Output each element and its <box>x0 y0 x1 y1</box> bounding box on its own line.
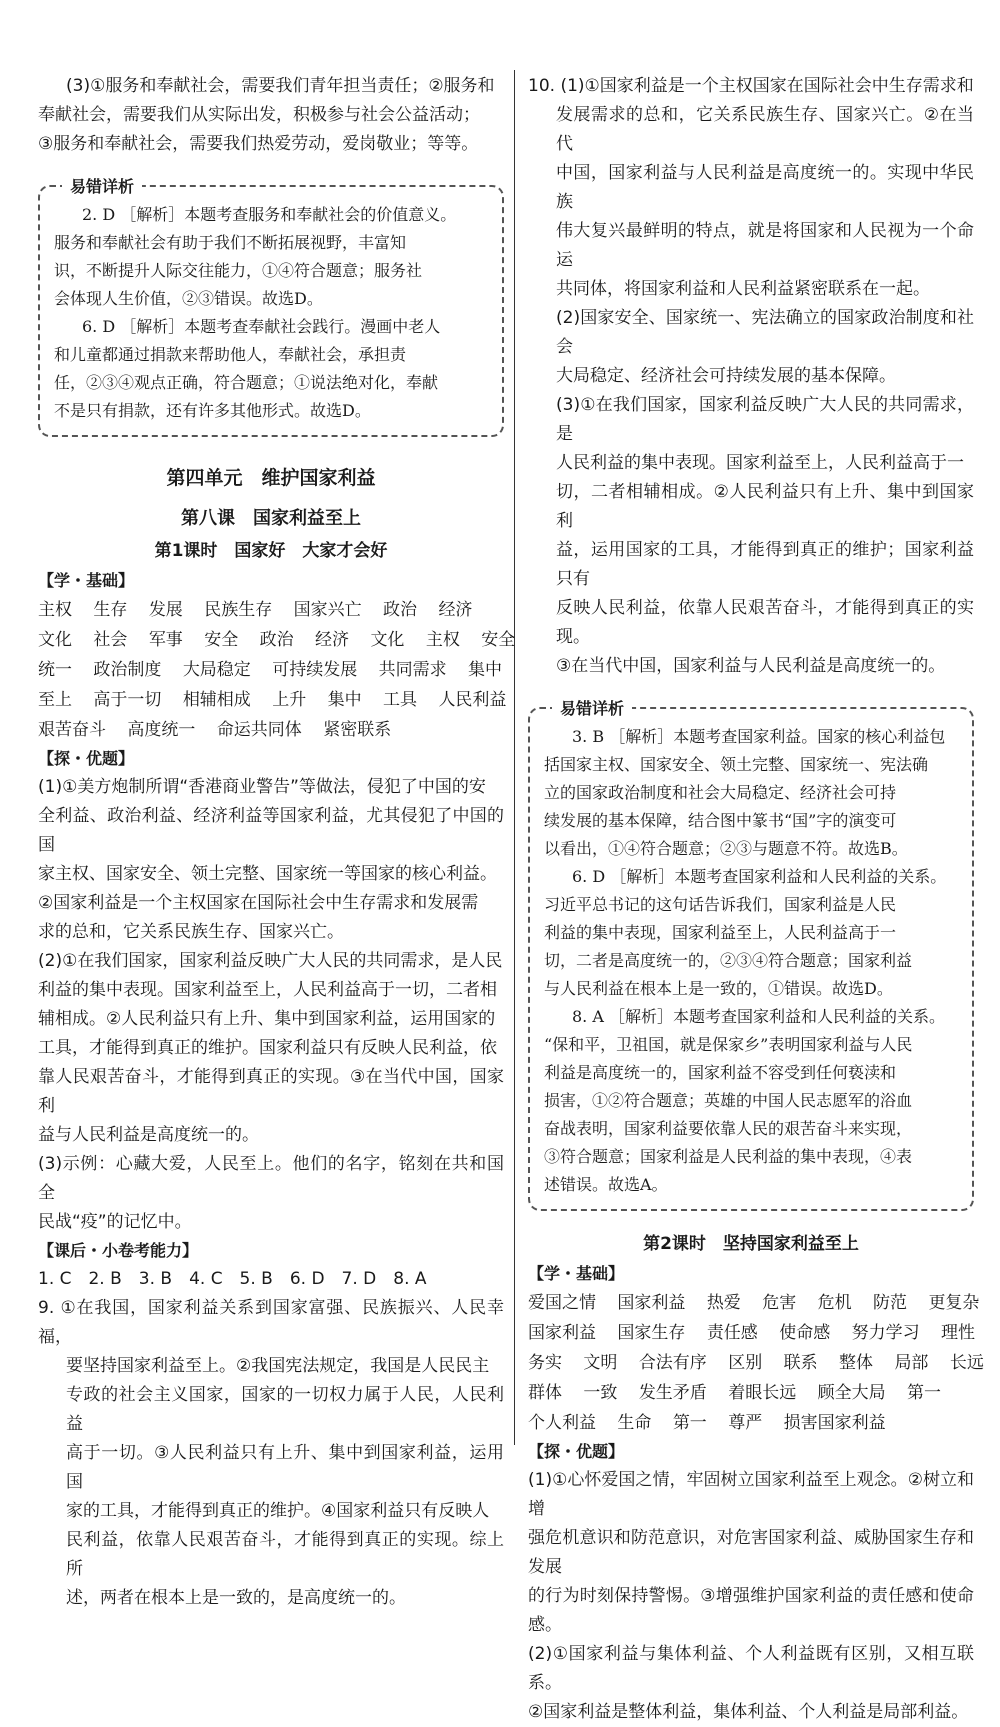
text-line: 10. (1)①国家利益是一个主权国家在国际社会中生存需求和 <box>528 76 974 96</box>
keyword: 至上 <box>38 690 72 710</box>
keyword: 国家利益 <box>617 1293 686 1313</box>
keyword: 合法有序 <box>638 1353 707 1373</box>
text-line: 益与人民利益是高度统一的。 <box>38 1125 259 1145</box>
text-line: ③在当代中国，国家利益与人民利益是高度统一的。 <box>556 656 946 676</box>
question-10 <box>528 72 974 681</box>
text-line: 利益的集中表现。国家利益至上，人民利益高于一切，二者相 <box>38 980 497 1000</box>
keyword: 上升 <box>272 690 307 710</box>
keyword: 更复杂 <box>928 1293 980 1313</box>
text-line: 损害，①②符合题意；英雄的中国人民志愿军的浴血 <box>544 1091 913 1110</box>
text-line: 大局稳定、经济社会可持续发展的基本保障。 <box>556 366 896 386</box>
left-column <box>38 72 516 1613</box>
text-line: 识，不断提升人际交往能力，①④符合题意；服务社 <box>54 261 423 280</box>
text-line: 述错误。故选A。 <box>544 1175 668 1194</box>
box-title: 易错详析 <box>62 174 142 197</box>
text-line: 6. D ［解析］本题考查奉献社会践行。漫画中老人 <box>82 317 441 336</box>
keyword: 政治 <box>383 600 418 620</box>
answer-key: 1. C 2. B 3. B 4. C 5. B 6. D 7. D 8. A <box>38 1269 427 1289</box>
text-line: 2. D ［解析］本题考查服务和奉献社会的价值意义。 <box>82 205 457 224</box>
text-line: 工具，才能得到真正的维护。国家利益只有反映人民利益，依 <box>38 1038 497 1058</box>
keyword: 文化 <box>38 630 72 650</box>
keyword: 区别 <box>728 1353 763 1373</box>
text-line: (1)①美方炮制所谓“香港商业警告”等做法，侵犯了中国的安 <box>38 777 486 797</box>
error-analysis-box <box>528 699 974 1211</box>
keyword: 尊严 <box>728 1413 763 1433</box>
text-line: (2)国家安全、国家统一、宪法确立的国家政治制度和社会 <box>556 308 974 357</box>
keyword: 热爱 <box>706 1293 741 1313</box>
text-line: 3. B ［解析］本题考查国家利益。国家的核心利益包 <box>572 727 946 746</box>
text-line: 9. ①在我国，国家利益关系到国家富强、民族振兴、人民幸福， <box>38 1298 504 1347</box>
text-line: 与人民利益在根本上是一致的，①错误。故选D。 <box>544 979 893 998</box>
keyword: 使命感 <box>779 1323 831 1343</box>
text-line: 奉献社会，需要我们从实际出发，积极参与社会公益活动； <box>38 105 480 125</box>
keyword: 集中 <box>468 660 503 680</box>
keyword: 可持续发展 <box>272 660 358 680</box>
keyword: 民族生存 <box>204 600 273 620</box>
text-line: 习近平总书记的这句话告诉我们，国家利益是人民 <box>544 895 897 914</box>
period-title: 第1课时 国家好 大家才会好 <box>154 541 388 561</box>
text-line: (3)①服务和奉献社会，需要我们青年担当责任；②服务和 <box>66 76 495 96</box>
text-line: (3)示例：心藏大爱，人民至上。他们的名字，铭刻在共和国全 <box>38 1154 504 1203</box>
period-title: 第2课时 坚持国家利益至上 <box>643 1234 859 1254</box>
text-line: 8. A ［解析］本题考查国家利益和人民利益的关系。 <box>572 1007 945 1026</box>
keyword: 一致 <box>583 1383 618 1403</box>
text-line: ③服务和奉献社会，需要我们热爱劳动，爱岗敬业；等等。 <box>38 134 479 154</box>
text-line: 服务和奉献社会有助于我们不断拓展视野，丰富知 <box>54 233 407 252</box>
keyword: 发展 <box>148 600 183 620</box>
keyword-row <box>38 595 504 625</box>
keyword: 安全 <box>481 630 516 650</box>
keyword: 工具 <box>383 690 418 710</box>
keyword: 个人利益 <box>528 1413 596 1433</box>
text-line: 立的国家政治制度和社会大局稳定、经济社会可持 <box>544 783 897 802</box>
text-line: 以看出，①④符合题意；②③与题意不符。故选B。 <box>544 839 908 858</box>
text-line: 括国家主权、国家安全、领土完整、国家统一、宪法确 <box>544 755 929 774</box>
keyword: 艰苦奋斗 <box>38 720 106 740</box>
keyword: 危害 <box>762 1293 797 1313</box>
text-line: 反映人民利益，依靠人民艰苦奋斗，才能得到真正的实现。 <box>556 598 974 647</box>
keyword: 第一 <box>672 1413 707 1433</box>
text-line: (2)①在我们国家，国家利益反映广大人民的共同需求，是人民 <box>38 951 503 971</box>
keyword: 国家兴亡 <box>293 600 362 620</box>
text-line: 靠人民艰苦奋斗，才能得到真正的实现。③在当代中国，国家利 <box>38 1067 504 1116</box>
text-line: 奋战表明，国家利益要依靠人民的艰苦奋斗来实现， <box>544 1119 913 1138</box>
section-heading: 【学・基础】 <box>38 571 135 590</box>
text-line: 中国，国家利益与人民利益是高度统一的。实现中华民族 <box>556 163 974 212</box>
text-line: 民利益，依靠人民艰苦奋斗，才能得到真正的实现。综上所 <box>66 1530 504 1579</box>
text-line: 人民利益的集中表现。国家利益至上，人民利益高于一 <box>556 453 964 473</box>
keyword: 生命 <box>617 1413 652 1433</box>
keyword: 统一 <box>38 660 72 680</box>
keyword: 经济 <box>438 600 473 620</box>
keyword: 联系 <box>783 1353 818 1373</box>
keyword: 着眼长远 <box>728 1383 797 1403</box>
keyword: 集中 <box>327 690 362 710</box>
keyword: 国家利益 <box>528 1323 596 1343</box>
text-line: 专政的社会主义国家，国家的一切权力属于人民，人民利益 <box>66 1385 504 1434</box>
text-line: 益，运用国家的工具，才能得到真正的维护；国家利益只有 <box>556 540 974 589</box>
keyword: 顾全大局 <box>817 1383 886 1403</box>
section-heading: 【学・基础】 <box>528 1264 625 1283</box>
text-line: 求的总和，它关系民族生存、国家兴亡。 <box>38 922 344 942</box>
keyword: 发生矛盾 <box>638 1383 707 1403</box>
box-title: 易错详析 <box>552 696 632 719</box>
text-line: 伟大复兴最鲜明的特点，就是将国家和人民视为一个命运 <box>556 221 974 270</box>
keyword: 经济 <box>315 630 350 650</box>
keyword: 共同需求 <box>378 660 447 680</box>
text-line: 利益是高度统一的，国家利益不容受到任何亵渎和 <box>544 1063 897 1082</box>
text-line: 民战“疫”的记忆中。 <box>38 1212 192 1232</box>
explore-answers <box>528 1466 974 1727</box>
text-line: (3)①在我们国家，国家利益反映广大人民的共同需求，是 <box>556 395 974 444</box>
explore-answers <box>38 773 504 1237</box>
text-line: 任，②③④观点正确，符合题意；①说法绝对化，奉献 <box>54 373 439 392</box>
text-line: 家的工具，才能得到真正的维护。④国家利益只有反映人 <box>66 1501 490 1521</box>
text-line: 发展需求的总和，它关系民族生存、国家兴亡。②在当代 <box>556 105 974 154</box>
text-line: ②国家利益是一个主权国家在国际社会中生存需求和发展需 <box>38 893 479 913</box>
keyword: 相辅相成 <box>182 690 251 710</box>
keyword: 理性 <box>941 1323 976 1343</box>
keyword: 文明 <box>583 1353 618 1373</box>
text-line: “保和平，卫祖国，就是保家乡”表明国家利益与人民 <box>544 1035 913 1054</box>
keyword: 长远 <box>949 1353 984 1373</box>
text-line: 高于一切。③人民利益只有上升、集中到国家利益，运用国 <box>66 1443 504 1492</box>
keyword: 主权 <box>38 600 72 620</box>
text-line: 要坚持国家利益至上。②我国宪法规定，我国是人民民主 <box>66 1356 490 1376</box>
text-line: 切，二者是高度统一的，②③④符合题意；国家利益 <box>544 951 913 970</box>
left-top-answer <box>38 72 504 159</box>
keyword-list <box>528 1288 984 1438</box>
text-line: (1)①心怀爱国之情，牢固树立国家利益至上观念。②树立和增 <box>528 1470 974 1519</box>
keyword-row <box>38 715 504 745</box>
text-line: 利益的集中表现，国家利益至上，人民利益高于一 <box>544 923 897 942</box>
keyword: 国家生存 <box>617 1323 686 1343</box>
keyword: 社会 <box>93 630 128 650</box>
text-line: 续发展的基本保障，结合图中篆书“国”字的演变可 <box>544 811 897 830</box>
keyword: 安全 <box>204 630 239 650</box>
keyword: 第一 <box>907 1383 942 1403</box>
text-line: (2)①国家利益与集体利益、个人利益既有区别，又相互联系。 <box>528 1644 974 1693</box>
section-heading: 【课后・小卷考能力】 <box>38 1241 199 1260</box>
section-heading: 【探・优题】 <box>528 1442 625 1461</box>
keyword-row <box>528 1378 974 1408</box>
keyword-row <box>528 1348 984 1378</box>
text-line: 的行为时刻保持警惕。③增强维护国家利益的责任感和使命感。 <box>528 1586 974 1635</box>
section-heading: 【探・优题】 <box>38 749 135 768</box>
error-analysis-box <box>38 177 504 437</box>
keyword: 人民利益 <box>438 690 507 710</box>
keyword-row <box>38 625 516 655</box>
keyword: 高度统一 <box>127 720 196 740</box>
text-line: 述，两者在根本上是一致的，是高度统一的。 <box>66 1588 406 1608</box>
keyword: 努力学习 <box>851 1323 920 1343</box>
lesson-title: 第八课 国家利益至上 <box>181 508 361 529</box>
text-line: 家主权、国家安全、领土完整、国家统一等国家的核心利益。 <box>38 864 497 884</box>
keyword: 整体 <box>839 1353 874 1373</box>
keyword: 大局稳定 <box>182 660 251 680</box>
text-line: ②国家利益是整体利益，集体利益、个人利益是局部利益。 <box>528 1702 969 1722</box>
question-9 <box>38 1294 504 1613</box>
unit-title: 第四单元 维护国家利益 <box>166 467 376 489</box>
text-line: 辅相成。②人民利益只有上升、集中到国家利益，运用国家的 <box>38 1009 496 1029</box>
right-column <box>528 72 984 1727</box>
keyword: 文化 <box>370 630 405 650</box>
keyword-row <box>528 1408 974 1438</box>
keyword: 责任感 <box>706 1323 758 1343</box>
keyword-list <box>38 595 516 745</box>
column-divider <box>514 70 515 1445</box>
keyword: 高于一切 <box>93 690 162 710</box>
text-line: 切，二者相辅相成。②人民利益只有上升、集中到国家利 <box>556 482 974 531</box>
keyword-row <box>528 1318 974 1348</box>
keyword: 生存 <box>93 600 128 620</box>
keyword-row <box>38 655 504 685</box>
keyword-row <box>38 685 507 715</box>
text-line: 强危机意识和防范意识，对危害国家利益、威胁国家生存和发展 <box>528 1528 974 1577</box>
text-line: 6. D ［解析］本题考查国家利益和人民利益的关系。 <box>572 867 947 886</box>
keyword: 命运共同体 <box>216 720 302 740</box>
text-line: 不是只有捐款，还有许多其他形式。故选D。 <box>54 401 371 420</box>
keyword: 紧密联系 <box>323 720 392 740</box>
keyword: 军事 <box>148 630 183 650</box>
keyword: 务实 <box>528 1353 562 1373</box>
text-line: 和儿童都通过捐款来帮助他人，奉献社会，承担责 <box>54 345 407 364</box>
keyword: 主权 <box>425 630 460 650</box>
keyword: 危机 <box>817 1293 852 1313</box>
keyword: 损害国家利益 <box>783 1413 886 1433</box>
text-line: ③符合题意；国家利益是人民利益的集中表现，④表 <box>544 1147 913 1166</box>
keyword: 局部 <box>894 1353 929 1373</box>
keyword: 群体 <box>528 1383 562 1403</box>
keyword: 政治制度 <box>93 660 162 680</box>
keyword: 爱国之情 <box>528 1293 596 1313</box>
keyword: 政治 <box>259 630 294 650</box>
keyword-row <box>528 1288 980 1318</box>
text-line: 全利益、政治利益、经济利益等国家利益，尤其侵犯了中国的国 <box>38 806 504 855</box>
keyword: 防范 <box>873 1293 908 1313</box>
text-line: 共同体，将国家利益和人民利益紧密联系在一起。 <box>556 279 930 299</box>
text-line: 会体现人生价值，②③错误。故选D。 <box>54 289 323 308</box>
